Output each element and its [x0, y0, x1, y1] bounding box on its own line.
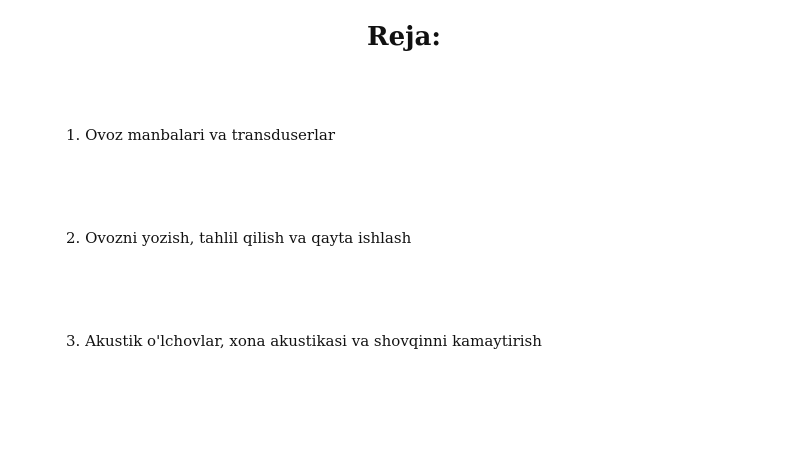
- plan-item-number: 3.: [66, 332, 81, 350]
- plan-item-3: [66, 330, 766, 352]
- plan-item-2: [66, 227, 766, 249]
- plan-item-text: Akustik o'lchovlar, xona akustikasi va shovqinni kamaytirish: [85, 332, 542, 350]
- slide-title: Reja:: [366, 22, 441, 52]
- plan-item-number: 2.: [66, 229, 81, 247]
- plan-item-number: 1.: [66, 126, 81, 144]
- plan-item-text: Ovoz manbalari va transduserlar: [85, 126, 336, 144]
- plan-item-1: [66, 124, 766, 146]
- plan-item-text: Ovozni yozish, tahlil qilish va qayta ishlash: [85, 229, 412, 247]
